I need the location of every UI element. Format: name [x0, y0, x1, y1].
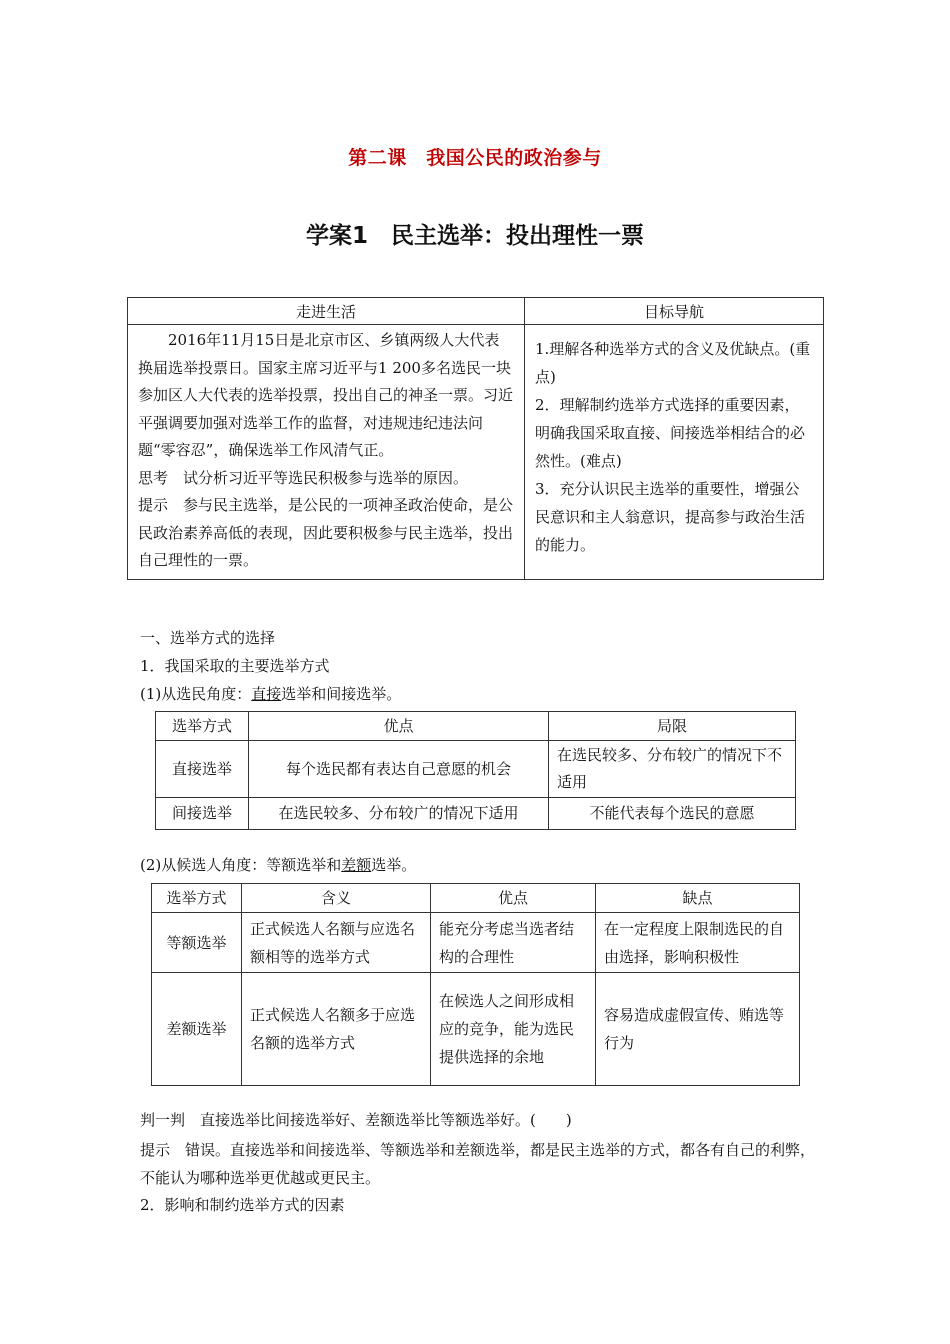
table-header: 选举方式 — [156, 712, 249, 741]
case-title: 学案1 民主选举：投出理性一票 — [305, 223, 644, 249]
table-header: 局限 — [549, 712, 796, 741]
direct-indirect-table — [155, 711, 796, 830]
table-cell: 在一定程度上限制选民的自由选择，影响积极性 — [596, 913, 800, 973]
table-header: 含义 — [242, 884, 431, 913]
table-cell: 在选民较多、分布较广的情况下不适用 — [549, 741, 796, 798]
judge-hint: 提示 错误。直接选举和间接选举、等额选举和差额选举，都是民主选举的方式，都各有自己的利弊，不能认为哪种选举更优越或更民主。 — [140, 1141, 816, 1187]
table-cell: 不能代表每个选民的意愿 — [549, 798, 796, 830]
table-cell: 等额选举 — [152, 913, 242, 973]
section-heading: 一、选举方式的选择 — [140, 629, 276, 647]
judge-question: 判一判 直接选举比间接选举好、差额选举比等额选举好。( ) — [140, 1111, 572, 1129]
underlined-term: 差额 — [341, 856, 372, 874]
think-text: 思考 试分析习近平等选民积极参与选举的原因。 — [138, 468, 469, 487]
goal-item: 1.理解各种选举方式的含义及优缺点。(重点) — [535, 340, 811, 386]
table-cell: 每个选民都有表达自己意愿的机会 — [249, 741, 549, 798]
hint-text: 提示 参与民主选举，是公民的一项神圣政治使命，是公民政治素养高低的表现，因此要积极参与民主选举，投出自己理性的一票。 — [138, 496, 514, 569]
point-voter-angle — [140, 683, 401, 704]
table-header: 优点 — [249, 712, 549, 741]
table-cell: 直接选举 — [156, 741, 249, 798]
underlined-term: 直接 — [251, 685, 282, 703]
point-prefix: (2)从候选人角度：等额选举和 — [140, 856, 342, 874]
table-cell: 容易造成虚假宣传、贿选等行为 — [596, 973, 800, 1086]
goal-item: 2．理解制约选举方式选择的重要因素，明确我国采取直接、间接选举相结合的必然性。(难点) — [535, 396, 806, 470]
intro-table — [127, 297, 824, 580]
table-cell: 在选民较多、分布较广的情况下适用 — [249, 798, 549, 830]
goal-cell — [525, 325, 824, 580]
intro-header-goal: 目标导航 — [525, 298, 824, 325]
lesson-title: 第二课 我国公民的政治参与 — [348, 147, 602, 169]
table-cell: 正式候选人名额多于应选名额的选举方式 — [242, 973, 431, 1086]
table-cell: 正式候选人名额与应选名额相等的选举方式 — [242, 913, 431, 973]
subsection-heading: 2．影响和制约选举方式的因素 — [140, 1196, 345, 1214]
table-cell: 差额选举 — [152, 973, 242, 1086]
table-row — [152, 973, 800, 1086]
point-prefix: (1)从选民角度： — [140, 685, 252, 703]
table-row — [156, 741, 796, 798]
life-cell — [128, 325, 525, 580]
table-header: 缺点 — [596, 884, 800, 913]
candidate-election-table — [151, 883, 800, 1086]
table-cell: 能充分考虑当选者结构的合理性 — [431, 913, 596, 973]
table-header: 优点 — [431, 884, 596, 913]
table-cell: 间接选举 — [156, 798, 249, 830]
life-paragraph: 2016年11月15日是北京市区、乡镇两级人大代表换届选举投票日。国家主席习近平与1 200多名选民一块参加区人大代表的选举投票，投出自己的神圣一票。习近平强调要加强对选举工作的监督，对违规违纪违法问题“零容忍”，确保选举工作风清气正。 — [138, 331, 514, 459]
table-cell: 在候选人之间形成相应的竞争，能为选民提供选择的余地 — [431, 973, 596, 1086]
table-row — [152, 913, 800, 973]
point-candidate-angle — [140, 854, 416, 875]
intro-header-life: 走进生活 — [128, 298, 525, 325]
point-suffix: 选举和间接选举。 — [281, 685, 402, 703]
table-header: 选举方式 — [152, 884, 242, 913]
subsection-heading: 1．我国采取的主要选举方式 — [140, 657, 330, 675]
goal-item: 3．充分认识民主选举的重要性，增强公民意识和主人翁意识，提高参与政治生活的能力。 — [535, 480, 806, 554]
table-row — [156, 798, 796, 830]
point-suffix: 选举。 — [371, 856, 417, 874]
